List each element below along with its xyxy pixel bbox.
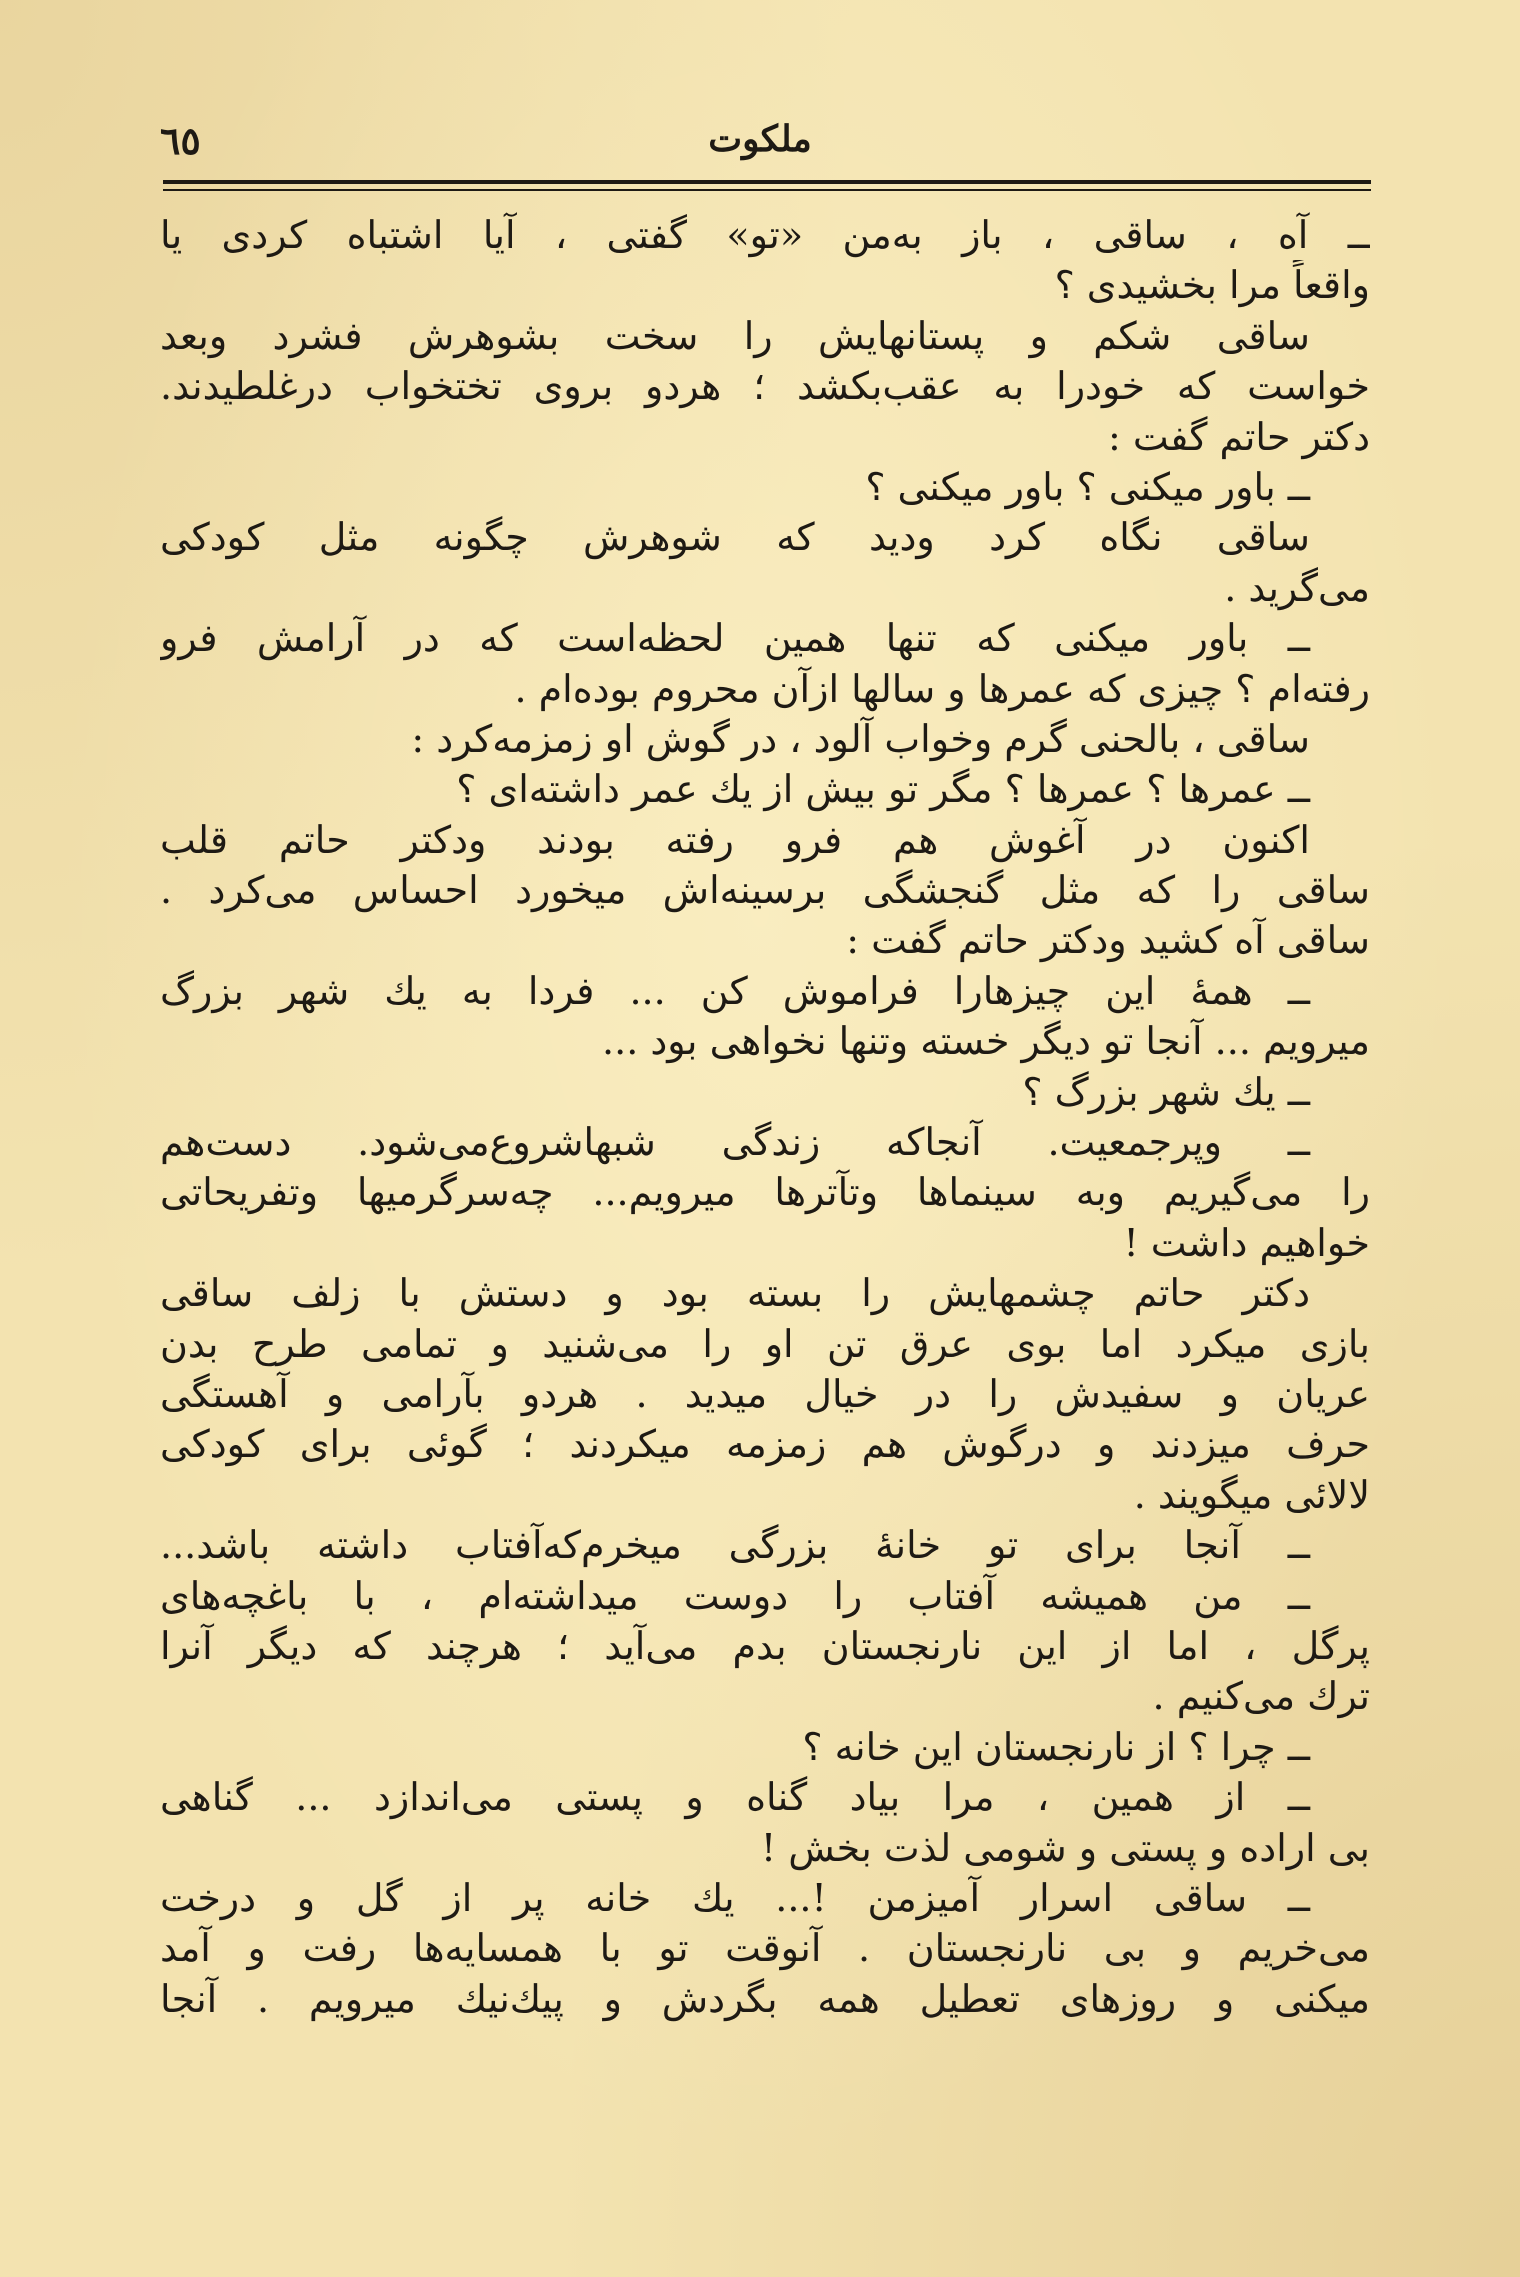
text-line: ــ باور میکنی که تنها همین لحظه‌است که در آرامش فرو: [160, 616, 1310, 661]
body-text: [160, 210, 1370, 2024]
text-line: عریان و سفیدش را در خیال میدید . هردو بآرامی و آهستگی: [160, 1371, 1370, 1416]
header-rule-thick: [163, 180, 1371, 184]
text-line: ــ آنجا برای تو خانهٔ بزرگی میخرم‌که‌آفتاب داشته باشد...: [160, 1523, 1310, 1568]
text-line: ــ عمرها ؟ عمرها ؟ مگر تو بیش از یك عمر داشته‌ای ؟: [456, 767, 1310, 812]
text-line: خواست که خودرا به عقب‌بکشد ؛ هردو بروی تختخواب درغلطیدند.: [160, 364, 1370, 409]
text-line: ساقی شکم و پستانهایش را سخت بشوهرش فشرد وبعد: [160, 313, 1310, 358]
text-line: پرگل ، اما از این نارنجستان بدم می‌آید ؛ هرچند که دیگر آنرا: [160, 1623, 1370, 1668]
text-line: لالائی میگویند .: [1133, 1472, 1370, 1517]
text-line: را می‌گیریم وبه سینماها وتآترها میرویم... چه‌سرگرمیها وتفریحاتی: [160, 1170, 1370, 1215]
text-line: ــ وپرجمعیت. آنجاکه زندگی شبهاشروع‌می‌شود. دست‌هم: [160, 1120, 1310, 1165]
text-line: اکنون در آغوش هم فرو رفته بودند ودکتر حاتم قلب: [160, 817, 1310, 862]
text-line: بی اراده و پستی و شومی لذت بخش !: [760, 1825, 1370, 1870]
text-line: ــ یك شهر بزرگ ؟: [1022, 1069, 1310, 1114]
text-line: ترك می‌کنیم .: [1152, 1674, 1370, 1719]
text-line: ساقی ، بالحنی گرم وخواب آلود ، در گوش او زمزمه‌کرد :: [411, 716, 1310, 761]
text-line: دکتر حاتم گفت :: [1107, 414, 1370, 459]
text-line: ساقی را که مثل گنجشگی برسینه‌اش میخورد احساس می‌کرد .: [160, 868, 1370, 913]
text-line: می‌خریم و بی نارنجستان . آنوقت تو با همسایه‌ها رفت و آمد: [160, 1926, 1370, 1971]
text-line: میرویم ... آنجا تو دیگر خسته وتنها نخواهی بود ...: [602, 1019, 1370, 1064]
text-line: رفته‌ام ؟ چیزی که عمرها و سالها ازآن محروم بوده‌ام .: [514, 666, 1370, 711]
running-title: ملکوت: [708, 118, 812, 160]
text-line: ساقی آه کشید ودکتر حاتم گفت :: [846, 918, 1370, 963]
text-line: ــ همهٔ این چیزهارا فراموش کن ... فردا به یك شهر بزرگ: [160, 968, 1310, 1013]
text-line: حرف میزدند و درگوش هم زمزمه میکردند ؛ گوئی برای کودکی: [160, 1422, 1370, 1467]
header-rule-thin: [163, 189, 1371, 191]
page-header: [160, 118, 1360, 178]
text-line: میکنی و روزهای تعطیل همه بگردش و پیك‌نیك میرویم . آنجا: [160, 1976, 1370, 2021]
text-line: ــ باور میکنی ؟ باور میکنی ؟: [865, 464, 1310, 509]
text-line: ــ من همیشه آفتاب را دوست میداشته‌ام ، با باغچه‌های: [160, 1573, 1310, 1618]
text-line: دکتر حاتم چشمهایش را بسته بود و دستش با زلف ساقی: [160, 1271, 1310, 1316]
text-line: بازی میکرد اما بوی عرق تن او را می‌شنید و تمامی طرح بدن: [160, 1321, 1370, 1366]
text-line: واقعاً مرا بخشیدی ؟: [1054, 263, 1370, 308]
text-line: ــ ساقی اسرار آمیزمن !... یك خانه پر از گل و درخت: [160, 1875, 1310, 1920]
text-line: ــ از همین ، مرا بیاد گناه و پستی می‌اندازد ... گناهی: [160, 1775, 1310, 1820]
text-line: ــ آه ، ساقی ، باز به‌من «تو» گفتی ، آیا اشتباه کردی یا: [160, 213, 1370, 257]
text-line: ساقی نگاه کرد ودید که شوهرش چگونه مثل کودکی: [160, 515, 1310, 560]
page-number: ٦٥: [160, 118, 201, 163]
text-line: ــ چرا ؟ از نارنجستان این خانه ؟: [802, 1724, 1310, 1769]
text-line: خواهیم داشت !: [1123, 1220, 1370, 1265]
text-line: می‌گرید .: [1224, 565, 1370, 610]
